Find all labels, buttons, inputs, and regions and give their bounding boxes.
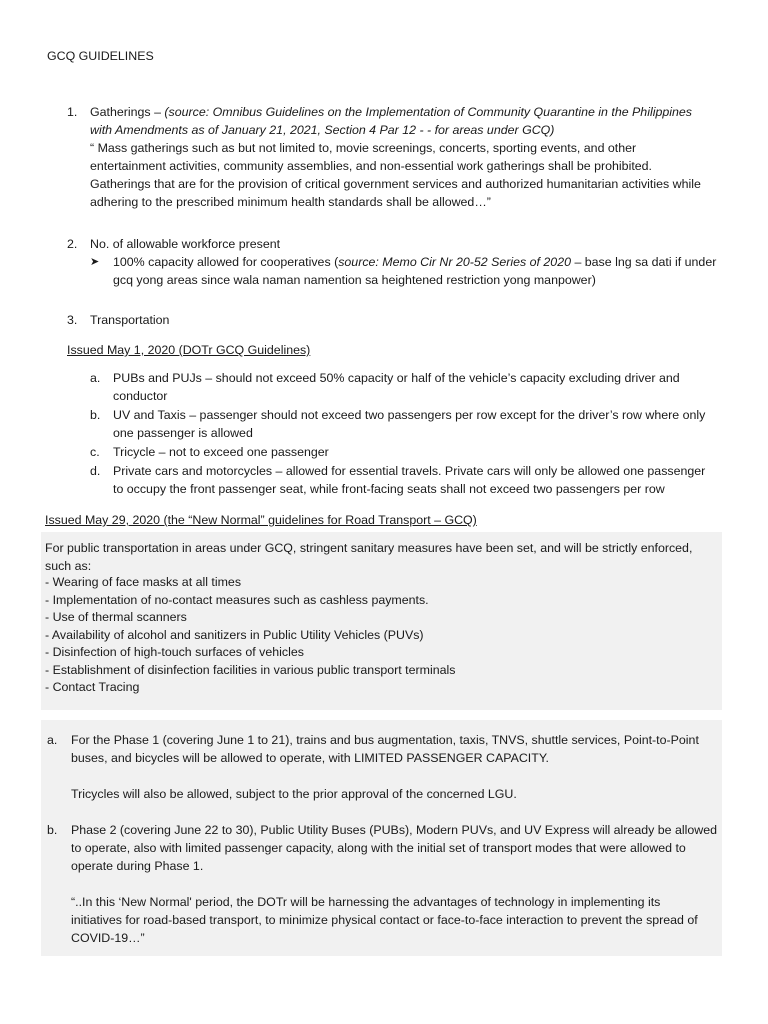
measure-item: - Wearing of face masks at all times <box>45 575 242 589</box>
issued-may-1-heading: Issued May 1, 2020 (DOTr GCQ Guidelines) <box>67 343 311 357</box>
phase-b-line: to operate, also with limited passenger capacity, along with the initial set of transport modes that were allowed to <box>71 841 686 855</box>
item-2-bullet-source: source: Memo Cir Nr 20-52 Series of 2020 <box>338 255 571 269</box>
item-1-quote-line: entertainment activities, community assemblies, and non-essential work gatherings shall be prohibited. <box>90 159 652 173</box>
measure-item: - Contact Tracing <box>45 680 140 694</box>
item-1-quote-line: adhering to the prescribed minimum health standards shall be allowed…” <box>90 195 491 209</box>
list-item-line: conductor <box>113 389 168 403</box>
item-1-title: Gatherings <box>90 105 151 119</box>
phase-a-line: buses, and bicycles will be allowed to operate, with LIMITED PASSENGER CAPACITY. <box>71 751 549 765</box>
item-1-number: 1. <box>67 105 78 119</box>
list-item-line: one passenger is allowed <box>113 426 253 440</box>
item-3-title: Transportation <box>90 313 170 327</box>
public-transport-block <box>41 532 722 710</box>
item-2-title: No. of allowable workforce present <box>90 237 281 251</box>
phase-b-quote-line: initiatives for road-based transport, to minimize physical contact or face-to-face interaction to prevent the spread of <box>71 913 698 927</box>
list-letter: a. <box>90 371 101 385</box>
phase-b-letter: b. <box>47 823 58 837</box>
measure-item: - Implementation of no-contact measures such as cashless payments. <box>45 593 429 607</box>
item-1-dash: – <box>150 105 165 119</box>
phases-block <box>41 720 722 956</box>
item-1-source: (source: Omnibus Guidelines on the Implementation of Community Quarantine in the Philippines <box>164 105 692 119</box>
measure-item: - Availability of alcohol and sanitizers in Public Utility Vehicles (PUVs) <box>45 628 424 642</box>
list-letter: b. <box>90 408 101 422</box>
measure-item: - Disinfection of high-touch surfaces of vehicles <box>45 645 304 659</box>
list-item-line: Private cars and motorcycles – allowed for essential travels. Private cars will only be allowed one passenger <box>113 464 706 478</box>
item-2-bullet <box>113 254 716 272</box>
phase-b-line: Phase 2 (covering June 22 to 30), Public Utility Buses (PUBs), Modern PUVs, and UV Express will already be allowed <box>71 823 717 837</box>
phase-b-quote-line: “..In this ‘New Normal' period, the DOTr will be harnessing the advantages of technology in implementing its <box>71 895 661 909</box>
phase-a-tricycle: Tricycles will also be allowed, subject to the prior approval of the concerned LGU. <box>71 787 517 801</box>
phase-a-letter: a. <box>47 733 58 747</box>
item-2-number: 2. <box>67 237 78 251</box>
list-item-line: to occupy the front passenger seat, while front-facing seats shall not exceed two passengers per row <box>113 482 665 496</box>
measure-item: - Establishment of disinfection facilities in various public transport terminals <box>45 663 456 677</box>
item-2-bullet-line-2: gcq yong areas since wala naman namention sa heightened restriction yong manpower) <box>113 273 596 287</box>
list-item-line: PUBs and PUJs – should not exceed 50% capacity or half of the vehicle’s capacity excluding driver and <box>113 371 680 385</box>
list-letter: d. <box>90 464 101 478</box>
issued-may-29-heading: Issued May 29, 2020 (the “New Normal” guidelines for Road Transport – GCQ) <box>45 513 477 527</box>
phase-a-line: For the Phase 1 (covering June 1 to 21), trains and bus augmentation, taxis, TNVS, shuttle services, Point-to-Point <box>71 733 699 747</box>
list-letter: c. <box>90 445 100 459</box>
public-intro-line: such as: <box>45 559 92 573</box>
item-1-quote-line: “ Mass gatherings such as but not limited to, movie screenings, concerts, sporting events, and other <box>90 141 637 155</box>
measure-item: - Use of thermal scanners <box>45 610 187 624</box>
item-2-bullet-end: – base lng sa dati if under <box>571 255 717 269</box>
arrow-bullet-icon: ➤ <box>90 256 100 268</box>
list-item-line: Tricycle – not to exceed one passenger <box>113 445 329 459</box>
item-2-bullet-text: 100% capacity allowed for cooperatives ( <box>113 255 339 269</box>
item-3-number: 3. <box>67 313 78 327</box>
phase-b-line: operate during Phase 1. <box>71 859 204 873</box>
public-intro-line: For public transportation in areas under GCQ, stringent sanitary measures have been set, and will be strictly enforced, <box>45 541 693 555</box>
phase-b-quote-line: COVID-19…” <box>71 931 145 945</box>
list-item-line: UV and Taxis – passenger should not exceed two passengers per row except for the driver’s row where only <box>113 408 706 422</box>
item-1-source-line-2: with Amendments as of January 21, 2021, Section 4 Par 12 - - for areas under GCQ) <box>90 123 555 137</box>
item-1-line-1 <box>90 104 692 122</box>
item-1-quote-line: Gatherings that are for the provision of critical government services and authorized humanitarian activities while <box>90 177 701 191</box>
document-heading: GCQ GUIDELINES <box>47 49 154 63</box>
